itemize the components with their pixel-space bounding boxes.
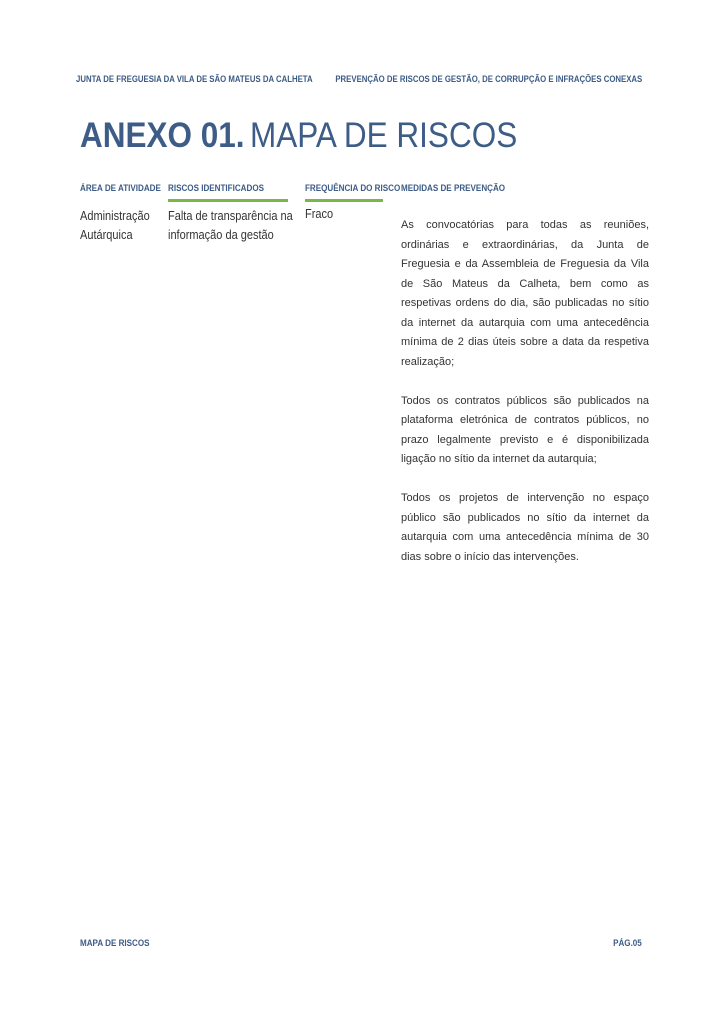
column-header-medidas: MEDIDAS DE PREVENÇÃO xyxy=(401,183,506,194)
frequencia-underline xyxy=(305,199,383,202)
column-header-riscos: RISCOS IDENTIFICADOS xyxy=(168,183,265,194)
cell-medidas xyxy=(401,216,649,587)
cell-area xyxy=(80,207,150,245)
measure-paragraph-1: As convocatórias para todas as reuniões, ordinárias e extraordinárias, da Junta de Freguesia e da Assembleia de Freguesia da Vila de São Mateus da Calheta, bem como as respetivas ordens do dia, são publicadas no sítio da internet da autarquia com uma antecedência mínima de 2 dias úteis sobre a data da respetiva realização; xyxy=(401,219,649,368)
cell-risco xyxy=(168,207,293,245)
cell-area-line2: Autárquica xyxy=(80,228,133,242)
cell-area-line1: Administração xyxy=(80,209,150,223)
column-header-area: ÁREA DE ATIVIDADE xyxy=(80,183,161,194)
column-header-frequencia: FREQUÊNCIA DO RISCO xyxy=(305,183,401,194)
title-name: MAPA DE RISCOS xyxy=(249,116,518,155)
page-title xyxy=(80,118,517,153)
header-left-text: JUNTA DE FREGUESIA DA VILA DE SÃO MATEUS DA CALHETA xyxy=(76,74,313,85)
riscos-underline xyxy=(168,199,288,202)
measure-paragraph-2: Todos os contratos públicos são publicados na plataforma eletrónica de contratos públicos, no prazo legalmente previsto e é disponibilizada ligação no sítio da internet da autarquia; xyxy=(401,394,649,465)
title-number: ANEXO 01. xyxy=(80,116,245,155)
footer-left-text: MAPA DE RISCOS xyxy=(80,938,150,949)
cell-risco-line1: Falta de transparência na xyxy=(168,209,293,223)
cell-frequencia: Fraco xyxy=(305,207,334,221)
cell-risco-line2: informação da gestão xyxy=(168,228,274,242)
header-right-text: PREVENÇÃO DE RISCOS DE GESTÃO, DE CORRUPÇÃO E INFRAÇÕES CONEXAS xyxy=(335,74,642,85)
measure-paragraph-3: Todos os projetos de intervenção no espaço público são publicados no sítio da internet da autarquia com uma antecedência mínima de 30 dias sobre o início das intervenções. xyxy=(401,492,649,563)
page-number: PÁG.05 xyxy=(613,938,642,949)
